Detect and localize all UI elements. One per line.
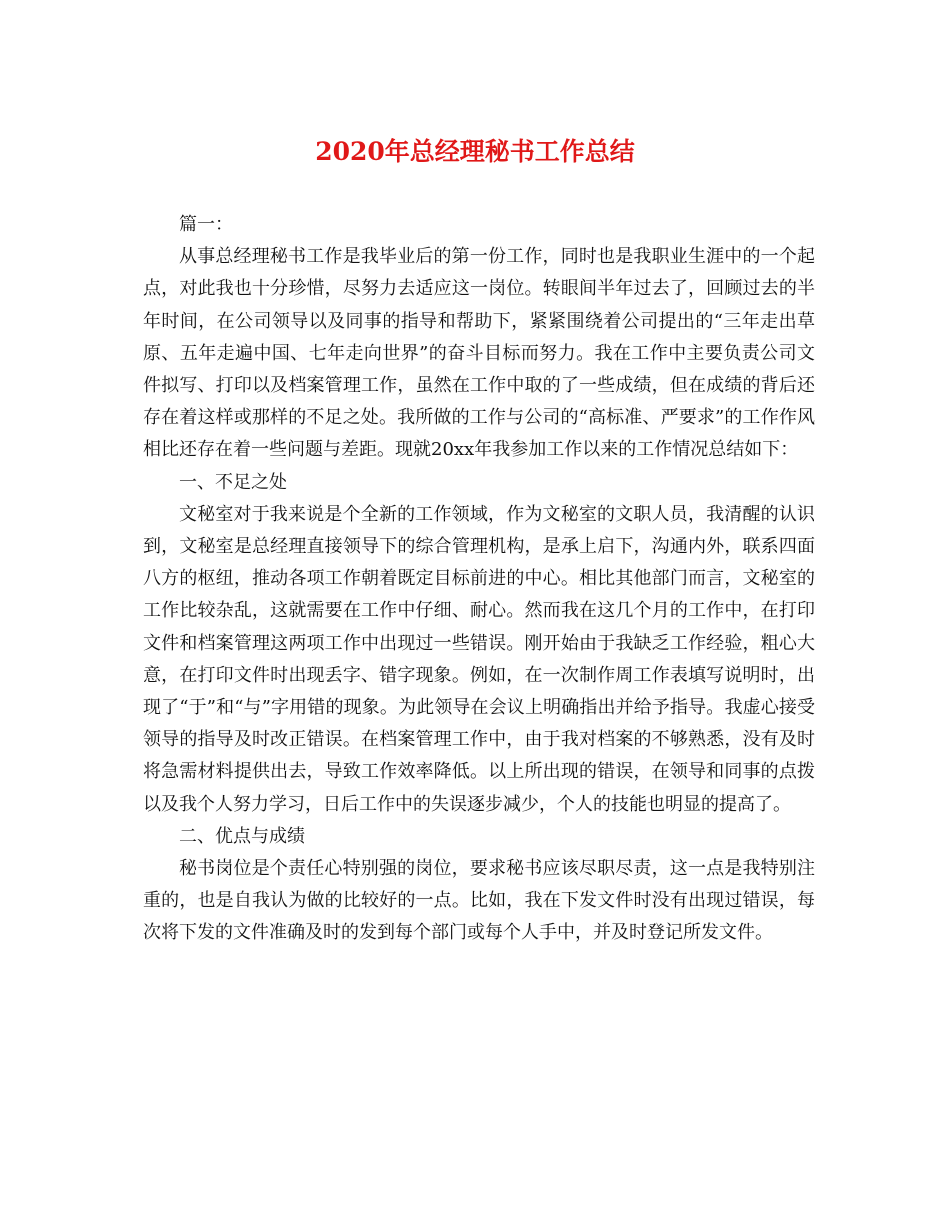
section-heading-strengths: 二、优点与成绩 <box>179 825 305 847</box>
section-heading-shortcomings: 一、不足之处 <box>179 471 287 493</box>
document-body <box>143 209 815 950</box>
paragraph-shortcomings: 文秘室对于我来说是个全新的工作领域，作为文秘室的文职人员，我清醒的认识到，文秘室是总经理直接领导下的综合管理机构，是承上启下，沟通内外，联系四面八方的枢纽，推动各项工作朝着既定目标前进的中心。相比其他部门而言，文秘室的工作比较杂乱，这就需要在工作中仔细、耐心。然而我在这几个月的工作中，在打印文件和档案管理这两项工作中出现过一些错误。刚开始由于我缺乏工作经验，粗心大意，在打印文件时出现丢字、错字现象。例如，在一次制作周工作表填写说明时，出现了“于”和“与”字用错的现象。为此领导在会议上明确指出并给予指导。我虚心接受领导的指导及时改正错误。在档案管理工作中，由于我对档案的不够熟悉，没有及时将急需材料提供出去，导致工作效率降低。以上所出现的错误，在领导和同事的点拨以及我个人努力学习，日后工作中的失误逐步减少，个人的技能也明显的提高了。 <box>143 503 815 815</box>
document-title: 2020年总经理秘书工作总结 <box>315 137 635 166</box>
section-heading-part-one: 篇一： <box>179 214 233 235</box>
paragraph-strengths: 秘书岗位是个责任心特别强的岗位，要求秘书应该尽职尽责，这一点是我特别注重的，也是自我认为做的比较好的一点。比如，我在下发文件时没有出现过错误，每次将下发的文件准确及时的发到每个部门或每个人手中，并及时登记所发文件。 <box>143 858 815 944</box>
paragraph-intro: 从事总经理秘书工作是我毕业后的第一份工作，同时也是我职业生涯中的一个起点，对此我也十分珍惜，尽努力去适应这一岗位。转眼间半年过去了，回顾过去的半年时间，在公司领导以及同事的指导和帮助下，紧紧围绕着公司提出的“三年走出草原、五年走遍中国、七年走向世界”的奋斗目标而努力。我在工作中主要负责公司文件拟写、打印以及档案管理工作，虽然在工作中取的了一些成绩，但在成绩的背后还存在着这样或那样的不足之处。我所做的工作与公司的“高标准、严要求”的工作作风相比还存在着一些问题与差距。现就20xx年我参加工作以来的工作情况总结如下： <box>143 246 815 461</box>
